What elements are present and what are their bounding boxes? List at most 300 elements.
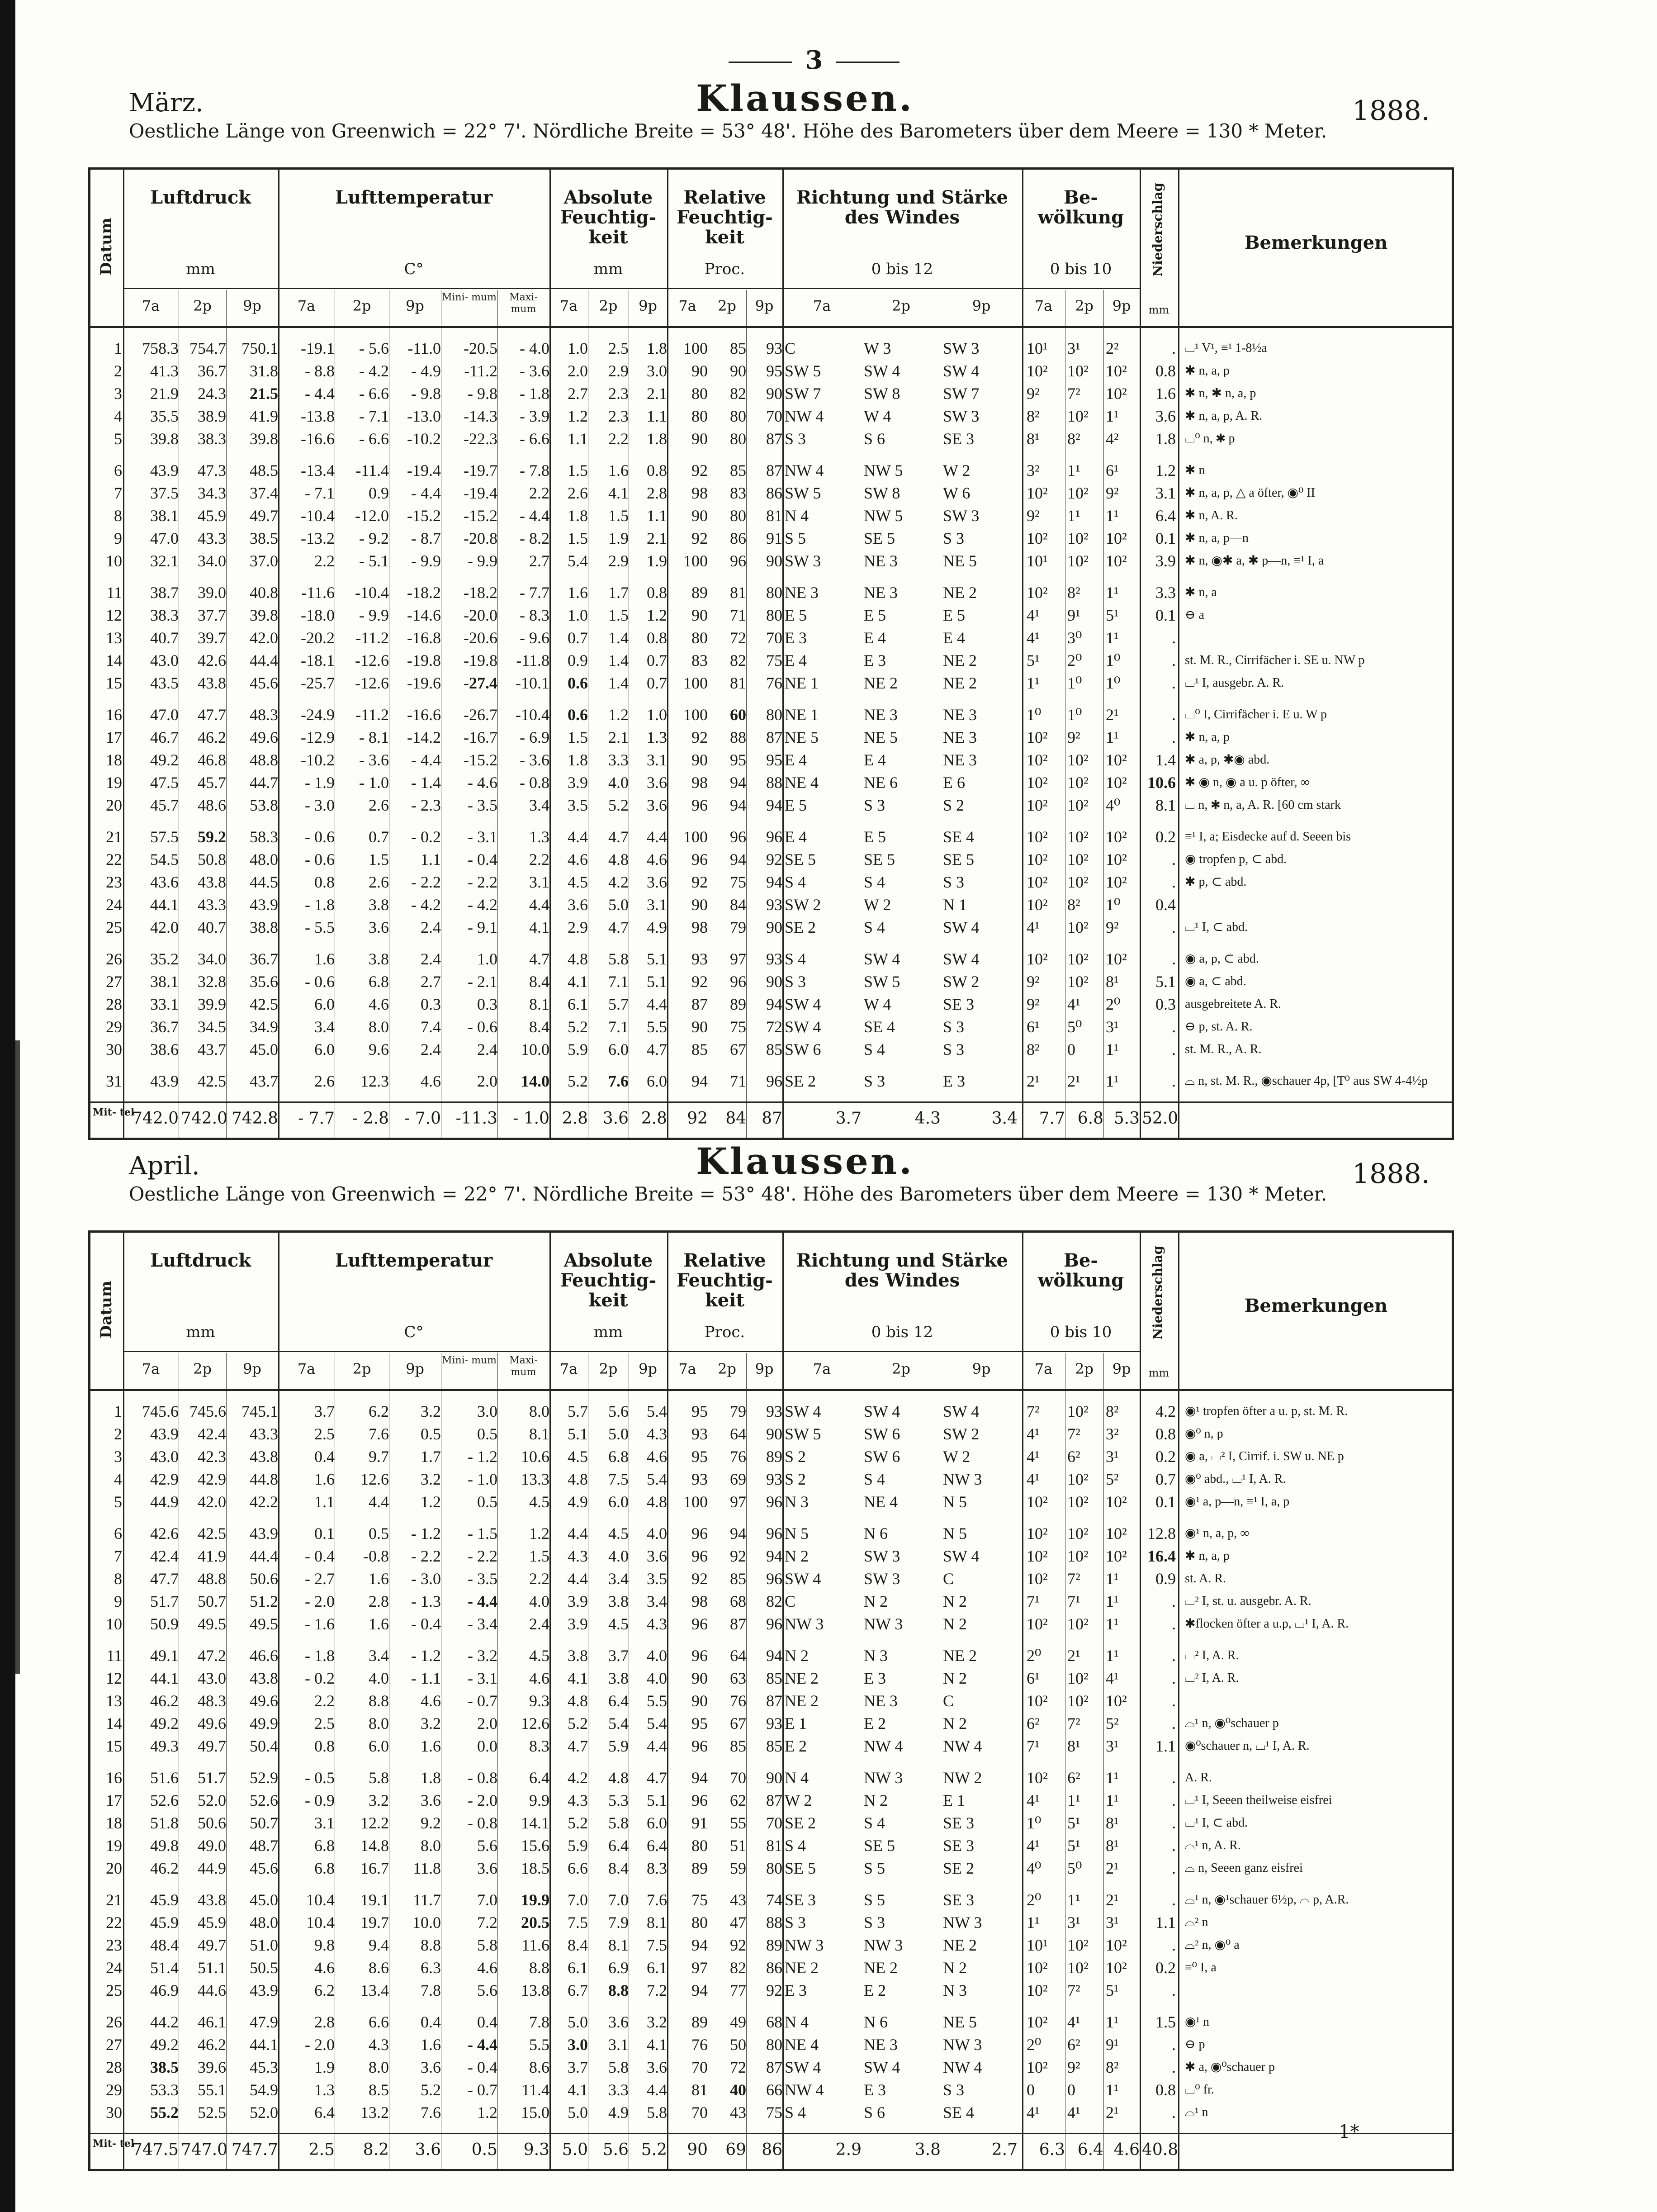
- cell-abs-2p: 7.5: [608, 1470, 629, 1488]
- cell-temp-min: - 2.2: [468, 873, 497, 891]
- cell-rel-2p: 87: [730, 1615, 746, 1633]
- cell-datum: 10: [106, 552, 122, 570]
- cell-datum: 1: [114, 1402, 122, 1420]
- cell-wind-2p: SW 4: [864, 2058, 900, 2076]
- cell-temp-9p: 0.3: [421, 995, 441, 1013]
- cell-abs-9p: 3.4: [647, 1592, 667, 1610]
- cell-temp-2p: 8.0: [369, 2058, 389, 2076]
- cell-rel-9p: 96: [766, 1570, 782, 1588]
- cell-wind-7a: NW 3: [785, 1615, 824, 1633]
- header-niederschlag-unit: mm: [1148, 304, 1169, 316]
- cell-niederschlag: 0.8: [1155, 1425, 1176, 1443]
- cell-wind-9p: N 2: [943, 1615, 967, 1633]
- cell-bew-2p: 7²: [1067, 384, 1080, 403]
- subheader-t9: 9p: [639, 1360, 657, 1377]
- cell-abs-2p: 1.6: [608, 461, 629, 479]
- cell-abs-9p: 0.8: [647, 461, 667, 479]
- cell-druck-2p: 44.9: [198, 1859, 226, 1877]
- cell-temp-min: - 4.2: [468, 896, 497, 914]
- cell-bew-2p: 2⁰: [1067, 651, 1082, 669]
- cell-bew-9p: 3¹: [1106, 1737, 1119, 1755]
- table-row: [90, 2011, 1452, 2033]
- cell-temp-max: 4.5: [529, 1647, 549, 1665]
- cell-bew-7a: 10²: [1027, 774, 1048, 792]
- cell-wind-2p: W 2: [864, 896, 891, 914]
- header-rule: [549, 288, 667, 289]
- cell-temp-max: 12.6: [521, 1714, 549, 1733]
- cell-abs-7a: 5.1: [568, 1425, 588, 1443]
- cell-wind-7a: C: [785, 339, 796, 357]
- cell-temp-max: 11.6: [521, 1936, 549, 1954]
- cell-wind-9p: NW 4: [943, 1737, 982, 1755]
- cell-temp-9p: - 2.3: [411, 796, 441, 814]
- cell-druck-9p: 49.9: [250, 1714, 278, 1733]
- cell-temp-7a: 2.6: [314, 1072, 335, 1090]
- subheader-t9: 9p: [639, 297, 657, 314]
- cell-temp-9p: 5.2: [421, 2081, 441, 2099]
- cell-bemerkung: ≡¹ I, a; Eisdecke auf d. Seeen bis: [1185, 830, 1351, 844]
- cell-druck-7a: 38.7: [150, 584, 179, 602]
- cell-druck-9p: 50.7: [250, 1814, 278, 1832]
- cell-wind-7a: E 2: [785, 1737, 807, 1755]
- cell-bew-7a: 1⁰: [1027, 706, 1042, 724]
- cell-druck-2p: 43.3: [198, 896, 226, 914]
- cell-temp-2p: 2.6: [369, 873, 389, 891]
- cell-wind-7a: SW 4: [785, 1570, 821, 1588]
- cell-rel-7a: 90: [691, 1669, 708, 1687]
- header-bewoelkung-unit: 0 bis 10: [1050, 1323, 1112, 1341]
- cell-rel-2p: 82: [730, 384, 746, 403]
- cell-temp-9p: - 4.9: [411, 362, 441, 380]
- cell-datum: 9: [114, 1592, 122, 1610]
- cell-temp-7a: 10.4: [306, 1891, 335, 1909]
- cell-temp-7a: -11.6: [301, 584, 335, 602]
- cell-druck-2p: 50.7: [198, 1592, 226, 1610]
- cell-wind-2p: NE 2: [864, 674, 898, 692]
- mean-temp-7a: 2.5: [308, 2141, 335, 2159]
- cell-bew-2p: 8²: [1067, 584, 1080, 602]
- cell-druck-9p: 36.7: [250, 950, 278, 968]
- cell-temp-7a: 6.8: [314, 1859, 335, 1877]
- cell-bemerkung: ⌓ n, st. M. R., ◉schauer 4p, [T⁰ aus SW 4-4½p: [1185, 1074, 1428, 1088]
- header-rule: [549, 1351, 667, 1352]
- cell-temp-9p: 3.2: [421, 1714, 441, 1733]
- cell-rel-9p: 87: [766, 2058, 782, 2076]
- cell-bew-7a: 9²: [1027, 973, 1040, 991]
- cell-wind-7a: NE 3: [785, 584, 819, 602]
- cell-rel-2p: 85: [730, 1570, 746, 1588]
- cell-temp-9p: -10.2: [407, 430, 441, 448]
- cell-bew-9p: 10²: [1106, 384, 1127, 403]
- cell-rel-2p: 72: [730, 629, 746, 647]
- cell-rel-2p: 94: [730, 1524, 746, 1543]
- cell-wind-2p: SW 8: [864, 484, 900, 502]
- cell-temp-9p: - 1.4: [411, 774, 441, 792]
- cell-abs-2p: 2.5: [608, 339, 629, 357]
- table-row: [90, 993, 1452, 1016]
- mean-druck-9p: 742.8: [231, 1109, 278, 1128]
- cell-druck-7a: 37.5: [150, 484, 179, 502]
- cell-temp-9p: -19.8: [407, 651, 441, 669]
- cell-abs-9p: 1.1: [647, 507, 667, 525]
- cell-rel-7a: 96: [691, 1547, 708, 1565]
- mean-temp-2p: - 2.8: [352, 1109, 389, 1128]
- cell-druck-9p: 53.8: [250, 796, 278, 814]
- cell-niederschlag: .: [1172, 1040, 1176, 1059]
- cell-druck-9p: 745.1: [241, 1402, 278, 1420]
- cell-druck-9p: 48.3: [250, 706, 278, 724]
- cell-rel-2p: 85: [730, 1737, 746, 1755]
- cell-niederschlag: 0.2: [1155, 1448, 1176, 1466]
- cell-temp-max: - 8.2: [520, 529, 549, 547]
- cell-bew-7a: 6¹: [1027, 1018, 1040, 1036]
- cell-datum: 2: [114, 362, 122, 380]
- cell-abs-7a: 4.4: [568, 1524, 588, 1543]
- cell-wind-7a: S 4: [785, 1837, 806, 1855]
- cell-druck-7a: 39.8: [150, 430, 179, 448]
- cell-rel-7a: 95: [691, 1402, 708, 1420]
- cell-bew-7a: 10²: [1027, 1615, 1048, 1633]
- cell-temp-2p: 8.0: [369, 1018, 389, 1036]
- cell-bew-9p: 2¹: [1106, 2103, 1119, 2122]
- cell-rel-2p: 70: [730, 1769, 746, 1787]
- cell-wind-2p: S 4: [864, 873, 885, 891]
- cell-bew-7a: 10²: [1027, 484, 1048, 502]
- table-row: [90, 749, 1452, 771]
- table-row: [90, 794, 1452, 816]
- cell-bew-7a: 2¹: [1027, 1072, 1040, 1090]
- cell-temp-7a: -10.4: [301, 507, 335, 525]
- cell-druck-2p: 43.8: [198, 674, 226, 692]
- cell-temp-9p: 9.2: [421, 1814, 441, 1832]
- cell-datum: 12: [106, 1669, 122, 1687]
- cell-druck-7a: 50.9: [150, 1615, 179, 1633]
- cell-bew-7a: 4¹: [1027, 1470, 1040, 1488]
- cell-niederschlag: .: [1172, 674, 1176, 692]
- cell-druck-9p: 38.8: [250, 918, 278, 936]
- cell-temp-7a: 6.8: [314, 1837, 335, 1855]
- mean-label: Mit- tel: [93, 1106, 135, 1118]
- cell-wind-9p: SE 3: [943, 1891, 975, 1909]
- cell-temp-min: - 2.0: [468, 1791, 497, 1809]
- cell-abs-2p: 4.8: [608, 1769, 629, 1787]
- cell-wind-2p: NE 4: [864, 1493, 898, 1511]
- cell-bew-9p: 8²: [1106, 2058, 1119, 2076]
- cell-temp-2p: 9.4: [369, 1936, 389, 1954]
- cell-druck-2p: 44.6: [198, 1981, 226, 1999]
- cell-temp-max: 4.6: [529, 1669, 549, 1687]
- cell-temp-7a: -19.1: [301, 339, 335, 357]
- cell-temp-2p: - 1.0: [359, 774, 389, 792]
- cell-bew-2p: 9²: [1067, 728, 1080, 746]
- cell-abs-2p: 2.1: [608, 728, 629, 746]
- cell-temp-min: - 0.7: [468, 2081, 497, 2099]
- cell-temp-min: 3.6: [477, 1859, 497, 1877]
- cell-rel-9p: 93: [766, 1714, 782, 1733]
- cell-druck-9p: 49.5: [250, 1615, 278, 1633]
- cell-druck-9p: 43.8: [250, 1669, 278, 1687]
- cell-rel-2p: 96: [730, 552, 746, 570]
- subheader-t9: 9p: [972, 297, 991, 314]
- table-row: [90, 1468, 1452, 1490]
- cell-druck-7a: 51.7: [150, 1592, 179, 1610]
- cell-temp-9p: 0.5: [421, 1425, 441, 1443]
- cell-bemerkung: ⌴¹ I, ⊂ abd.: [1185, 1816, 1248, 1830]
- cell-druck-7a: 44.1: [150, 1669, 179, 1687]
- cell-rel-9p: 85: [766, 1737, 782, 1755]
- cell-bemerkung: ✱ n, a, p, A. R.: [1185, 409, 1263, 423]
- cell-bemerkung: ✱ n, a, p: [1185, 364, 1230, 378]
- cell-abs-7a: 3.8: [568, 1647, 588, 1665]
- cell-niederschlag: 8.1: [1155, 796, 1176, 814]
- cell-rel-9p: 85: [766, 1669, 782, 1687]
- cell-abs-7a: 4.8: [568, 1692, 588, 1710]
- cell-temp-min: 5.8: [477, 1936, 497, 1954]
- month-label: April.: [129, 1151, 200, 1181]
- cell-temp-max: 1.3: [529, 828, 549, 846]
- cell-temp-7a: - 0.6: [305, 828, 335, 846]
- cell-temp-7a: -25.7: [301, 674, 335, 692]
- cell-datum: 17: [106, 728, 122, 746]
- cell-datum: 29: [106, 2081, 122, 2099]
- cell-bew-9p: 5²: [1106, 1714, 1119, 1733]
- cell-druck-9p: 37.0: [250, 552, 278, 570]
- cell-rel-9p: 87: [766, 1791, 782, 1809]
- cell-wind-2p: NE 5: [864, 728, 898, 746]
- cell-temp-2p: 6.6: [369, 2013, 389, 2031]
- table-row: [90, 1423, 1452, 1445]
- cell-druck-9p: 50.4: [250, 1737, 278, 1755]
- cell-temp-max: 8.6: [529, 2058, 549, 2076]
- cell-niederschlag: .: [1172, 1981, 1176, 1999]
- header-lufttemperatur-unit: C°: [404, 1323, 424, 1341]
- cell-niederschlag: 0.1: [1155, 606, 1176, 624]
- cell-druck-7a: 745.6: [142, 1402, 179, 1420]
- cell-datum: 26: [106, 2013, 122, 2031]
- cell-druck-2p: 45.7: [198, 774, 226, 792]
- cell-datum: 13: [106, 1692, 122, 1710]
- cell-druck-9p: 34.9: [250, 1018, 278, 1036]
- cell-temp-7a: 2.8: [314, 2013, 335, 2031]
- cell-datum: 19: [106, 774, 122, 792]
- cell-bew-7a: 4¹: [1027, 1425, 1040, 1443]
- cell-druck-9p: 48.7: [250, 1837, 278, 1855]
- cell-rel-7a: 75: [691, 1891, 708, 1909]
- cell-wind-2p: E 5: [864, 606, 886, 624]
- table-row: [90, 581, 1452, 604]
- cell-bew-2p: 10²: [1067, 751, 1089, 769]
- cell-temp-max: - 4.4: [520, 507, 549, 525]
- cell-temp-min: -16.7: [464, 728, 497, 746]
- subheader-t9: 9p: [406, 1360, 424, 1377]
- cell-wind-9p: NE 3: [943, 706, 977, 724]
- cell-rel-7a: 83: [691, 651, 708, 669]
- cell-abs-2p: 1.2: [608, 706, 629, 724]
- cell-temp-9p: 1.8: [421, 1769, 441, 1787]
- cell-temp-min: - 3.1: [468, 828, 497, 846]
- cell-temp-max: 18.5: [521, 1859, 549, 1877]
- subheader-t2: 2p: [1075, 1360, 1094, 1377]
- cell-temp-min: - 0.6: [468, 1018, 497, 1036]
- cell-druck-7a: 33.1: [150, 995, 179, 1013]
- cell-bew-7a: 4¹: [1027, 1448, 1040, 1466]
- cell-rel-7a: 80: [691, 1837, 708, 1855]
- cell-wind-2p: E 5: [864, 828, 886, 846]
- cell-druck-7a: 43.5: [150, 674, 179, 692]
- cell-bew-9p: 10²: [1106, 751, 1127, 769]
- cell-bemerkung: ◉¹ tropfen öfter a u. p, st. M. R.: [1185, 1404, 1348, 1418]
- cell-bew-7a: 9²: [1027, 507, 1040, 525]
- table-row: [90, 1590, 1452, 1613]
- header-rule: [278, 288, 549, 289]
- cell-wind-9p: SW 3: [943, 507, 980, 525]
- cell-datum: 21: [106, 828, 122, 846]
- subheader-t2: 2p: [599, 297, 618, 314]
- cell-rel-2p: 64: [730, 1647, 746, 1665]
- cell-abs-7a: 6.7: [568, 1981, 588, 1999]
- cell-bemerkung: ✱ n, ◉✱ a, ✱ p—n, ≡¹ I, a: [1185, 554, 1324, 568]
- cell-rel-9p: 80: [766, 606, 782, 624]
- cell-bemerkung: ✱ n: [1185, 463, 1205, 477]
- cell-abs-7a: 4.5: [568, 873, 588, 891]
- cell-niederschlag: 0.4: [1155, 896, 1176, 914]
- cell-abs-2p: 5.6: [608, 1402, 629, 1420]
- cell-bemerkung: ◉ a, ⌴² I, Cirrif. i. SW u. NE p: [1185, 1449, 1344, 1463]
- cell-abs-7a: 5.7: [568, 1402, 588, 1420]
- cell-rel-2p: 81: [730, 584, 746, 602]
- cell-temp-2p: -0.8: [363, 1547, 389, 1565]
- cell-rel-9p: 81: [766, 1837, 782, 1855]
- mean-temp-max: - 1.0: [513, 1109, 549, 1128]
- cell-wind-9p: E 3: [943, 1072, 965, 1090]
- table-row: [90, 1400, 1452, 1423]
- table-row: [90, 848, 1452, 871]
- cell-temp-9p: - 9.9: [411, 552, 441, 570]
- cell-wind-9p: NW 4: [943, 2058, 982, 2076]
- cell-abs-2p: 4.7: [608, 918, 629, 936]
- cell-wind-9p: SE 4: [943, 828, 975, 846]
- cell-rel-2p: 40: [730, 2081, 746, 2099]
- cell-bew-7a: 10²: [1027, 584, 1048, 602]
- table-row: [90, 1857, 1452, 1880]
- cell-druck-2p: 46.1: [198, 2013, 226, 2031]
- mean-temp-7a: - 7.7: [298, 1109, 335, 1128]
- cell-temp-2p: - 7.1: [359, 407, 389, 425]
- cell-druck-7a: 47.5: [150, 774, 179, 792]
- cell-abs-9p: 5.1: [647, 950, 667, 968]
- mean-niederschlag: 40.8: [1142, 2141, 1179, 2159]
- table-row: [90, 1766, 1452, 1789]
- page-number: 3: [678, 45, 950, 72]
- cell-druck-2p: 754.7: [189, 339, 226, 357]
- cell-temp-2p: - 4.2: [359, 362, 389, 380]
- cell-datum: 15: [106, 1737, 122, 1755]
- cell-temp-min: - 9.8: [468, 384, 497, 403]
- cell-wind-2p: E 3: [864, 1669, 886, 1687]
- cell-bew-2p: 10²: [1067, 1669, 1089, 1687]
- cell-temp-7a: 3.1: [314, 1814, 335, 1832]
- cell-temp-2p: 3.6: [369, 918, 389, 936]
- cell-druck-9p: 44.5: [250, 873, 278, 891]
- mean-rel-7a: 90: [687, 2141, 708, 2159]
- cell-bew-7a: 2⁰: [1027, 1647, 1042, 1665]
- cell-temp-max: 8.0: [529, 1402, 549, 1420]
- cell-datum: 3: [114, 384, 122, 403]
- cell-bew-2p: 10²: [1067, 552, 1089, 570]
- cell-abs-9p: 1.9: [647, 552, 667, 570]
- header-absolute-feuchtigkeit-unit: mm: [593, 260, 623, 278]
- cell-rel-2p: 55: [730, 1814, 746, 1832]
- cell-niederschlag: .: [1172, 850, 1176, 869]
- year-label: 1888.: [1352, 1158, 1430, 1190]
- cell-abs-2p: 2.3: [608, 407, 629, 425]
- cell-temp-max: 10.0: [521, 1040, 549, 1059]
- cell-bew-9p: 9²: [1106, 918, 1119, 936]
- cell-wind-7a: E 4: [785, 828, 807, 846]
- cell-temp-min: 0.4: [477, 2013, 497, 2031]
- cell-temp-9p: - 9.8: [411, 384, 441, 403]
- cell-temp-9p: - 2.2: [411, 1547, 441, 1565]
- header-rule: [667, 288, 782, 289]
- cell-temp-7a: -20.2: [301, 629, 335, 647]
- cell-datum: 14: [106, 1714, 122, 1733]
- cell-temp-7a: - 2.7: [305, 1570, 335, 1588]
- footer-mark: 1*: [1339, 2122, 1359, 2142]
- cell-temp-max: - 0.8: [520, 774, 549, 792]
- cell-wind-2p: SE 5: [864, 1837, 895, 1855]
- header-rule: [1022, 288, 1140, 289]
- cell-rel-9p: 90: [766, 1425, 782, 1443]
- cell-bemerkung: ⌴¹ I, ⊂ abd.: [1185, 920, 1248, 934]
- cell-bew-2p: 1⁰: [1067, 674, 1082, 692]
- cell-rel-2p: 97: [730, 950, 746, 968]
- cell-rel-7a: 100: [683, 828, 708, 846]
- cell-rel-2p: 92: [730, 1547, 746, 1565]
- cell-temp-9p: - 4.4: [411, 751, 441, 769]
- table-row: [90, 1545, 1452, 1567]
- cell-wind-7a: SW 4: [785, 995, 821, 1013]
- header-relative-feuchtigkeit-unit: Proc.: [704, 1323, 745, 1341]
- cell-wind-2p: SW 3: [864, 1547, 900, 1565]
- cell-bew-9p: 1¹: [1106, 728, 1119, 746]
- cell-temp-2p: -12.6: [355, 674, 389, 692]
- cell-rel-9p: 87: [766, 1692, 782, 1710]
- cell-niederschlag: .: [1172, 2036, 1176, 2054]
- cell-temp-2p: 12.2: [360, 1814, 389, 1832]
- cell-bew-9p: 1¹: [1106, 1570, 1119, 1588]
- header-relative-feuchtigkeit-unit: Proc.: [704, 260, 745, 278]
- cell-abs-7a: 3.9: [568, 1592, 588, 1610]
- cell-druck-2p: 39.0: [198, 584, 226, 602]
- cell-druck-2p: 43.8: [198, 873, 226, 891]
- cell-druck-7a: 42.0: [150, 918, 179, 936]
- cell-temp-9p: 1.6: [421, 1737, 441, 1755]
- subheader-mini: Mini- mum: [441, 1355, 497, 1366]
- cell-temp-9p: 1.1: [421, 850, 441, 869]
- cell-bew-7a: 10²: [1027, 1959, 1048, 1977]
- cell-temp-7a: -12.9: [301, 728, 335, 746]
- cell-wind-7a: E 4: [785, 751, 807, 769]
- cell-temp-2p: - 5.1: [359, 552, 389, 570]
- cell-bew-2p: 7¹: [1067, 1592, 1080, 1610]
- cell-druck-7a: 48.4: [150, 1936, 179, 1954]
- cell-temp-9p: 2.4: [421, 950, 441, 968]
- cell-bew-7a: 9²: [1027, 384, 1040, 403]
- cell-wind-9p: NW 3: [943, 1913, 982, 1932]
- cell-wind-2p: N 6: [864, 1524, 888, 1543]
- cell-bew-7a: 10¹: [1027, 1936, 1048, 1954]
- cell-rel-2p: 94: [730, 774, 746, 792]
